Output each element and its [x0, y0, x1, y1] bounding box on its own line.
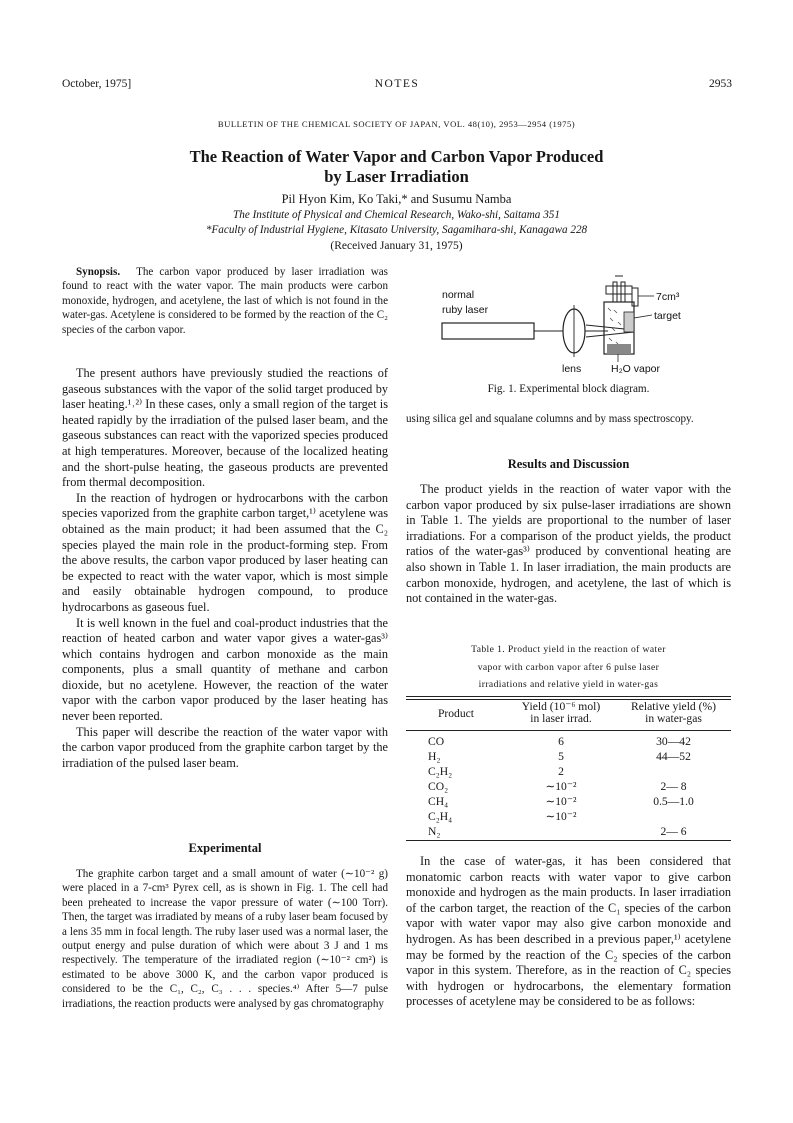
article-title-line-2: by Laser Irradiation — [324, 167, 469, 186]
received-date: (Received January 31, 1975) — [330, 240, 463, 252]
header-relative-line-1: Relative yield (%) — [631, 700, 716, 713]
experimental-block-diagram — [406, 268, 731, 380]
label-lens: lens — [562, 363, 582, 375]
table-cell-yield: ∼10⁻² — [545, 780, 577, 793]
table-cell-yield: ∼10⁻² — [545, 795, 577, 808]
header-relative-line-2: in water-gas — [645, 712, 702, 725]
page-number: 2953 — [709, 78, 732, 90]
table-cell-yield: ∼10⁻² — [545, 810, 577, 823]
article-title — [0, 147, 793, 187]
water-bottom — [607, 344, 631, 354]
header-product: Product — [437, 707, 475, 720]
table-caption — [406, 641, 731, 694]
author-list: Pil Hyon Kim, Ko Taki,* and Susumu Namba — [281, 192, 512, 206]
experimental-paragraph: The graphite carbon target and a small amount of water (∼10⁻² g) were placed in a 7-cm³ Pyrex cell, as is shown in Fig. 1. The cell had been preheated to increase the vapor pressure of water (∼100 Torr). Then, the target was irradiated by means of a ruby laser beam focused by a lens 35 mm in focal length. The ruby laser used was a normal laser, the output energy and pulse duration of which were about 3 J and 1 ms respectively. The temperature of the irradiated region (∼10⁻² cm²) is estimated to be above 3000 K, and the carbon vapor produced is considered to be the C₁, C₂, C₃ . . . species.⁴⁾ After 5—7 pulse irradiations, the reaction products were analysed by gas chromatography — [62, 868, 388, 1010]
table-cell-product: CH₄ — [428, 795, 449, 808]
experimental-heading: Experimental — [188, 841, 262, 855]
table-cell-relative-yield: 2— 8 — [660, 780, 687, 793]
table-cell-product: N₂ — [428, 825, 441, 838]
discussion-section — [406, 854, 731, 1010]
table-cell-relative-yield: 30—42 — [656, 735, 691, 748]
target-block — [624, 312, 634, 332]
cell-neck-right — [621, 282, 625, 302]
figure-caption: Fig. 1. Experimental block diagram. — [487, 383, 650, 395]
article-title-line-1: The Reaction of Water Vapor and Carbon Vapor Produced — [189, 147, 604, 166]
intro-paragraph: The present authors have previously studied the reactions of gaseous substances with the vapor of the solid target produced by laser heating.¹˒²⁾ In these cases, only a small region of the target is heated rapidly by the irradiation of the pulsed laser beam, and the gaseous substances can react with the vaporized species produced at high temperatures. Moreover, because of the localized heating and the short-pulse heating, the gaseous products are prevented from thermal decomposition. — [62, 366, 388, 490]
intro-paragraph: This paper will describe the reaction of the water vapor with the carbon vapor produced from the graphite carbon target by the irradiation of the pulsed laser beam. — [62, 724, 388, 770]
table-caption-line-2: vapor with carbon vapor after 6 pulse laser — [477, 661, 660, 673]
table-header-rule — [406, 730, 731, 731]
results-heading: Results and Discussion — [507, 457, 630, 471]
label-volume: 7cm³ — [656, 291, 680, 303]
table-top-rule — [406, 696, 731, 697]
affiliation-2: *Faculty of Industrial Hygiene, Kitasato University, Sagamihara-shi, Kanagawa 228 — [205, 224, 588, 236]
table-cell-product: C₂H₄ — [428, 810, 453, 823]
table-bottom-rule — [406, 840, 731, 841]
stopcock — [606, 286, 632, 294]
methods-continuation — [406, 412, 731, 426]
label-target: target — [654, 310, 681, 322]
table-cell-relative-yield: 0.5—1.0 — [653, 795, 694, 808]
table-caption-line-1: Table 1. Product yield in the reaction of water — [471, 644, 666, 655]
table-cell-relative-yield: 44—52 — [656, 750, 691, 763]
table-cell-product: CO₂ — [428, 780, 449, 793]
cell-neck-left — [613, 282, 617, 302]
table-cell-yield: 6 — [558, 735, 564, 748]
table-caption-line-3: irradiations and relative yield in water-gas — [478, 679, 659, 690]
focused-beam-bottom — [586, 332, 634, 337]
synopsis-label: Synopsis. — [76, 266, 121, 278]
running-head-date: October, 1975] — [62, 78, 132, 90]
header-yield-line-1: Yield (10⁻⁶ mol) — [521, 700, 601, 713]
label-normal: normal — [442, 289, 475, 301]
table-cell-product: H₂ — [428, 750, 441, 763]
results-paragraph: The product yields in the reaction of water vapor with the carbon vapor produced by six pulse-laser irradiations are shown in Table 1. The yields are proportional to the number of laser irradiations. For a comparison of the product yields, the product ratios of the water-gas³⁾ produced by conventional heating are also shown in Table 1. In laser irradiation, the main products are carbon monoxide, hydrogen, and acetylene, the last of which is not contained in the water-gas. — [406, 482, 731, 606]
table-cell-yield: 2 — [558, 765, 564, 778]
header-yield — [506, 701, 616, 725]
running-head-section: NOTES — [374, 78, 420, 90]
laser-box — [442, 323, 534, 339]
cell-side-arm — [632, 288, 638, 306]
experimental-section — [62, 867, 388, 1011]
methods-continuation-text: using silica gel and squalane columns and by mass spectroscopy. — [406, 413, 694, 425]
intro-paragraph: It is well known in the fuel and coal-product industries that the reaction of heated carbon and water vapor gives a water-gas³⁾ which contains hydrogen and carbon monoxide as the main components, plus a small quantity of methane and carbon dioxide, but no acetylene. However, the reaction of the water vapor with the carbon vapor produced by the laser heating has never been reported. — [62, 615, 388, 724]
cell-hatching — [608, 308, 621, 345]
label-h2o-vapor: H₂O vapor — [611, 363, 661, 375]
introduction — [62, 366, 388, 771]
header-yield-line-2: in laser irrad. — [530, 712, 592, 725]
target-leader — [634, 315, 652, 318]
table-cell-product: CO — [428, 735, 445, 748]
table-cell-yield: 5 — [558, 750, 564, 763]
journal-citation: BULLETIN OF THE CHEMICAL SOCIETY OF JAPAN, VOL. 48(10), 2953—2954 (1975) — [217, 119, 576, 129]
synopsis-text: The carbon vapor produced by laser irradiation was found to react with the water vapor. The main products were carbon monoxide, hydrogen, and acetylene, the last of which is not found in the water-gas. Acetylene is considered to be formed by the reaction of the C₂ species of the carbon vapor. — [62, 266, 388, 336]
table-cell-product: C₂H₂ — [428, 765, 453, 778]
label-ruby-laser: ruby laser — [442, 304, 489, 316]
intro-paragraph: In the reaction of hydrogen or hydrocarbons with the carbon species vaporized from the graphite carbon target,¹⁾ acetylene was obtained as the main product; it had been assumed that the C₂ species played the main role in the product-forming step. From the above results, the carbon vapor produced by laser heating can be expected to react with the water vapor, which is most simple and easily obtainable hydrogen compound, to produce hydrocarbons as gaseous fuel. — [62, 490, 388, 614]
results-section — [406, 482, 731, 607]
affiliation-1: The Institute of Physical and Chemical Research, Wako-shi, Saitama 351 — [233, 209, 560, 221]
running-head — [62, 78, 732, 94]
discussion-paragraph: In the case of water-gas, it has been considered that monatomic carbon reacts with water vapor to give carbon monoxide and hydrogen as the main products. In laser irradiation of the carbon target, the reaction of the C₁ species of the carbon vapor with water vapor may also give carbon monoxide and hydrogen. As has been described in a previous paper,¹⁾ acetylene may be formed by the reaction of the C₂ species of the carbon vapor in this system. Therefore, as in the reaction of C₂ species with hydrogen or hydrocarbons, the elementary formation processes of acetylene may be considered to be as follows: — [406, 854, 731, 1009]
header-relative-yield — [616, 701, 731, 725]
synopsis — [62, 265, 388, 337]
table-cell-relative-yield: 2— 6 — [660, 825, 687, 838]
